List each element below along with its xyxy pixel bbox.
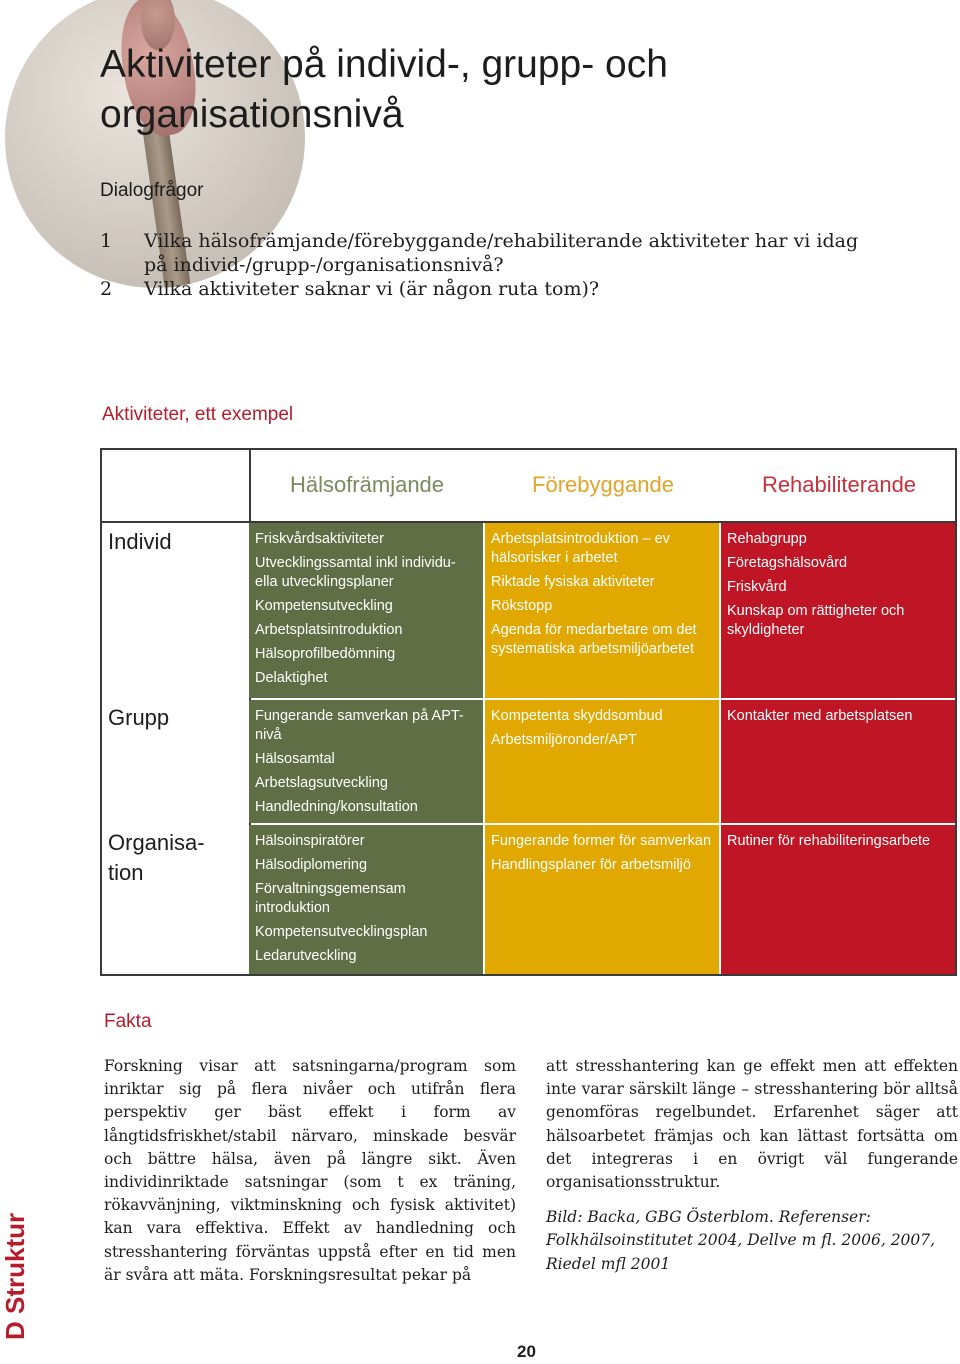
question-number: 1 xyxy=(100,230,113,252)
question-text: Vilka aktiviteter saknar vi (är någon ruta tom)? xyxy=(144,278,600,300)
cell-item: Hälsodiplomering xyxy=(255,857,368,873)
cell-individ-halsoframjande xyxy=(249,523,483,698)
cell-grupp-forebyggande xyxy=(485,700,719,823)
cell-item: Rutiner för rehabiliteringsarbete xyxy=(727,833,931,849)
row-label-grupp: Grupp xyxy=(108,705,170,730)
cell-grupp-rehabiliterande xyxy=(721,700,955,823)
cell-item: Rökstopp xyxy=(491,598,553,614)
cell-organisation-rehabiliterande xyxy=(721,825,955,974)
cell-item: Hälsoinspiratörer xyxy=(255,833,365,849)
cell-item: Kompetenta skyddsombud xyxy=(491,708,663,724)
cell-individ-forebyggande xyxy=(485,523,719,698)
fakta-column-2 xyxy=(546,1055,958,1276)
cell-item: Förvaltningsgemensam introduktion xyxy=(255,881,406,916)
cell-item: Arbetsplatsintroduktion – ev hälsorisker i arbetet xyxy=(491,531,670,566)
cell-item: Handledning/konsultation xyxy=(255,799,418,815)
fakta-heading: Fakta xyxy=(104,1011,152,1032)
image-caption: Bild: Backa, GBG Österblom. Referenser: Folkhälsoinstitutet 2004, Dellve m fl. 2006, 2007, Riedel mfl 2001 xyxy=(546,1208,936,1273)
row-label-individ: Individ xyxy=(108,529,172,554)
question-text: Vilka hälsofrämjande/förebyggande/rehabiliterande aktiviteter har vi idag på individ-/grupp-/organisationsnivå? xyxy=(144,230,859,276)
cell-item: Företagshälsovård xyxy=(727,555,848,571)
question-item xyxy=(100,229,860,277)
column-header-halsoframjande: Hälsofrämjande xyxy=(289,471,445,497)
cell-organisation-halsoframjande xyxy=(249,825,483,974)
cell-item: Hälsosamtal xyxy=(255,751,335,767)
cell-item: Delaktighet xyxy=(255,670,328,686)
cell-item: Kompetensutveckling xyxy=(255,598,393,614)
cell-organisation-forebyggande xyxy=(485,825,719,974)
cell-item: Riktade fysiska aktiviteter xyxy=(491,574,655,590)
cell-item: Arbetsplatsintroduktion xyxy=(255,622,403,638)
cell-item: Arbetsmiljöronder/APT xyxy=(491,732,637,748)
cell-item: Agenda för medarbetare om det systematiska arbetsmiljöarbetet xyxy=(491,622,697,657)
fakta-column-1: Forskning visar att satsningarna/program som inriktar sig på flera nivåer och utifrån flera perspektiv ger bäst effekt i form av långtidsfriskhet/stabil närvaro, minskade besvär och bättre hälsa, även på längre sikt. Även individinriktade satsningar (som t ex träning, rökavvänjning, viktminskning och fysisk aktivitet) kan vara effektiva. Effekt av handledning och stresshantering förväntas uppstå efter en tid men är svåra att mäta. Forskningsresultat pekar på xyxy=(104,1057,516,1284)
cell-item: Kontakter med arbetsplatsen xyxy=(727,708,913,724)
example-heading: Aktiviteter, ett exempel xyxy=(102,404,294,425)
page-title: Aktiviteter på individ-, grupp- och organisationsnivå xyxy=(100,43,668,136)
column-header-forebyggande: Förebyggande xyxy=(532,471,674,497)
cell-item: Friskvård xyxy=(727,579,787,595)
dialog-heading: Dialogfrågor xyxy=(100,180,204,201)
column-header-rehabiliterande: Rehabiliterande xyxy=(761,471,917,497)
fakta-column-2-text: att stresshantering kan ge effekt men att effekten inte varar särskilt länge – stresshantering bör alltså genomföras regelbundet. Erfarenhet säger att hälsoarbetet främjas och kan lättast fortsätta om det integreras i en övrigt väl fungerande organisationsstruktur. xyxy=(546,1057,958,1192)
cell-item: Rehabgrupp xyxy=(727,531,807,547)
cell-item: Fungerande former för samverkan xyxy=(491,833,712,849)
question-list xyxy=(100,229,860,301)
cell-item: Utvecklingssamtal inkl individu-ella utvecklingsplaner xyxy=(255,555,456,590)
cell-item: Handlingsplaner för arbetsmiljö xyxy=(491,857,691,873)
question-number: 2 xyxy=(100,278,113,300)
cell-item: Arbetslagsutveckling xyxy=(255,775,388,791)
cell-item: Kunskap om rättigheter och skyldigheter xyxy=(727,603,905,638)
cell-item: Kompetensutvecklingsplan xyxy=(255,924,428,940)
page-number: 20 xyxy=(517,1342,536,1361)
cell-item: Ledarutveckling xyxy=(255,948,357,964)
cell-item: Fungerande samverkan på APT-nivå xyxy=(255,708,464,743)
cell-item: Hälsoprofilbedömning xyxy=(255,646,396,662)
section-label: D Struktur xyxy=(0,1212,30,1340)
section-tab xyxy=(0,1160,30,1340)
question-item xyxy=(100,277,860,301)
cell-item: Friskvårdsaktiviteter xyxy=(255,531,384,547)
cell-individ-rehabiliterande xyxy=(721,523,955,698)
row-label-organisation: Organisa-tion xyxy=(108,830,205,885)
cell-grupp-halsoframjande xyxy=(249,700,483,823)
